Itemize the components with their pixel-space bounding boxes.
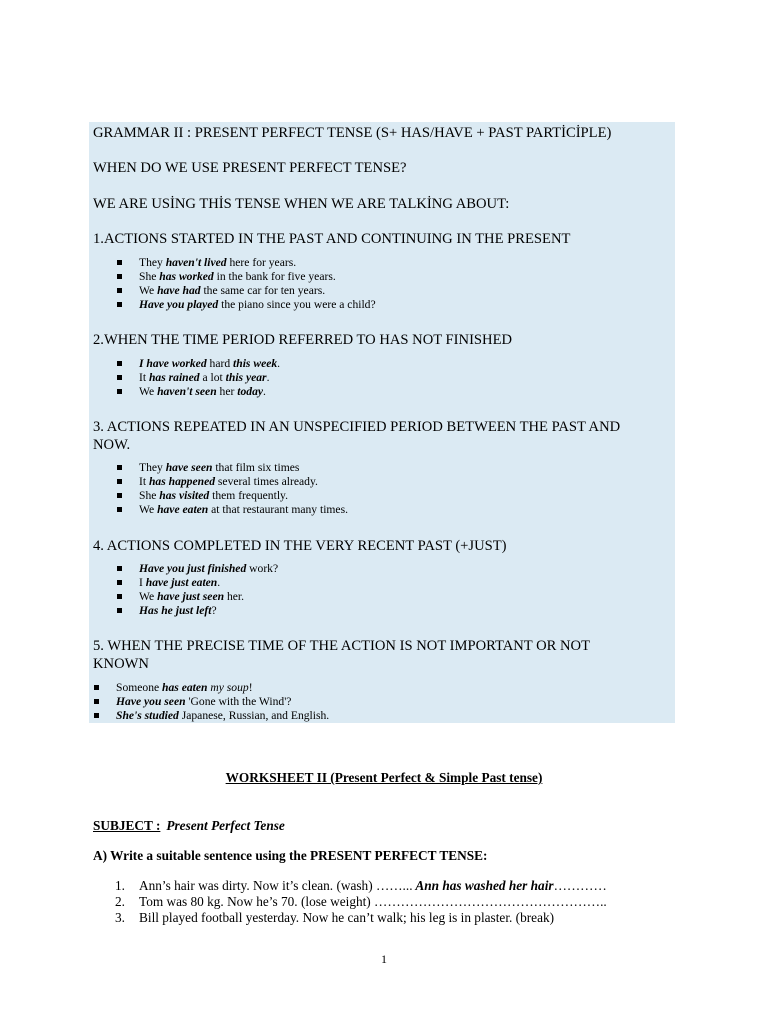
bullet-icon (117, 507, 122, 512)
list-item: Has he just left? (139, 604, 217, 617)
exercise-item: Tom was 80 kg. Now he’s 70. (lose weight) …………………………………………….. (139, 894, 607, 909)
grammar-intro: WE ARE USİNG THİS TENSE WHEN WE ARE TALKİNG ABOUT: (93, 196, 510, 212)
section-2-heading: 2.WHEN THE TIME PERIOD REFERRED TO HAS NOT FINISHED (93, 332, 513, 348)
exercise-item: Bill played football yesterday. Now he can’t walk; his leg is in plaster. (break) (139, 910, 555, 925)
list-item: I have just eaten. (139, 576, 221, 589)
list-item: Someone has eaten my soup! (116, 681, 253, 694)
bullet-icon (117, 302, 122, 307)
bullet-icon (117, 608, 122, 613)
bullet-icon (117, 389, 122, 394)
list-item: We have eaten at that restaurant many times. (139, 503, 348, 516)
list-item: We haven't seen her today. (139, 385, 266, 398)
section-3-heading-line2: NOW. (93, 437, 131, 453)
page-number: 1 (381, 952, 387, 966)
bullet-icon (94, 699, 99, 704)
bullet-icon (117, 465, 122, 470)
section-1-heading: 1.ACTIONS STARTED IN THE PAST AND CONTINUING IN THE PRESENT (93, 231, 571, 247)
bullet-icon (117, 580, 122, 585)
list-item: Have you played the piano since you were a child? (139, 298, 376, 311)
list-item: Have you just finished work? (139, 562, 279, 575)
list-item: I have worked hard this week. (139, 357, 281, 370)
bullet-icon (117, 375, 122, 380)
list-item: She has visited them frequently. (139, 489, 288, 502)
grammar-question: WHEN DO WE USE PRESENT PERFECT TENSE? (93, 160, 407, 176)
exercise-item: Ann’s hair was dirty. Now it’s clean. (wash) ……... Ann has washed her hair………… (139, 878, 607, 893)
list-item: They have seen that film six times (139, 461, 300, 474)
list-item: It has rained a lot this year. (139, 371, 270, 384)
section-5-heading-line2: KNOWN (93, 656, 149, 672)
list-item: We have just seen her. (139, 590, 245, 603)
bullet-icon (117, 288, 122, 293)
section-5-heading-line1: 5. WHEN THE PRECISE TIME OF THE ACTION IS NOT IMPORTANT OR NOT (93, 638, 590, 654)
list-item: She's studied Japanese, Russian, and English. (116, 709, 330, 722)
list-item: Have you seen 'Gone with the Wind'? (116, 695, 292, 708)
exercise-number: 2. (115, 894, 125, 909)
list-item: It has happened several times already. (139, 475, 318, 488)
bullet-icon (117, 274, 122, 279)
exercise-number: 3. (115, 910, 125, 925)
subject-value: Present Perfect Tense (166, 818, 285, 833)
bullet-icon (94, 685, 99, 690)
bullet-icon (117, 594, 122, 599)
exercise-number: 1. (115, 878, 125, 893)
subject-label: SUBJECT : (93, 818, 161, 833)
list-item: They haven't lived here for years. (139, 256, 297, 269)
bullet-icon (117, 493, 122, 498)
grammar-title: GRAMMAR II : PRESENT PERFECT TENSE (S+ HAS/HAVE + PAST PARTİCİPLE) (93, 125, 612, 141)
exercise-instruction: A) Write a suitable sentence using the PRESENT PERFECT TENSE: (93, 848, 488, 863)
section-4-heading: 4. ACTIONS COMPLETED IN THE VERY RECENT PAST (+JUST) (93, 538, 507, 554)
list-item: She has worked in the bank for five years. (139, 270, 336, 283)
bullet-icon (117, 361, 122, 366)
list-item: We have had the same car for ten years. (139, 284, 326, 297)
section-3-heading-line1: 3. ACTIONS REPEATED IN AN UNSPECIFIED PERIOD BETWEEN THE PAST AND (93, 419, 621, 435)
bullet-icon (117, 260, 122, 265)
bullet-icon (117, 479, 122, 484)
bullet-icon (94, 713, 99, 718)
subject-line (93, 818, 285, 834)
bullet-icon (117, 566, 122, 571)
worksheet-title: WORKSHEET II (Present Perfect & Simple Past tense) (225, 770, 543, 785)
